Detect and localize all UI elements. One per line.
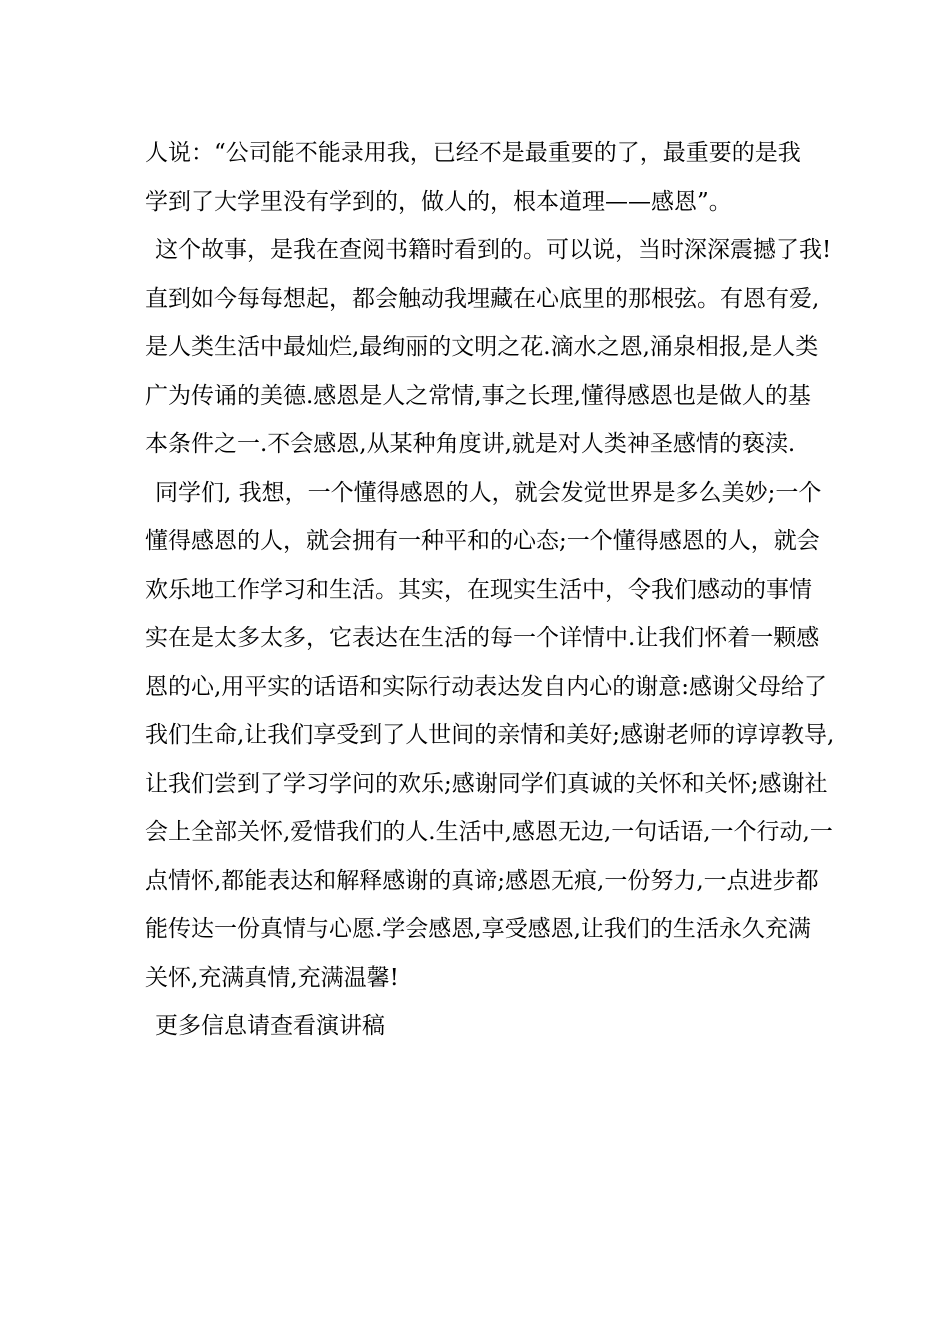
paragraph-start-line: 同学们, 我想，一个懂得感恩的人，就会发觉世界是多么美妙;一个 <box>155 479 822 506</box>
more-info-line: 更多信息请查看演讲稿 <box>155 1013 385 1039</box>
text-line: 人说：“公司能不能录用我，已经不是最重要的了，最重要的是我 <box>145 140 801 166</box>
text-line: 直到如今每每想起，都会触动我埋藏在心底里的那根弦。有恩有爱, <box>145 285 820 312</box>
text-line: 是人类生活中最灿烂,最绚丽的文明之花.滴水之恩,涌泉相报,是人类 <box>145 334 819 360</box>
text-line: 会上全部关怀,爱惜我们的人.生活中,感恩无边,一句话语,一个行动,一 <box>145 819 833 845</box>
text-line: 恩的心,用平实的话语和实际行动表达发自内心的谢意:感谢父母给了 <box>145 673 828 700</box>
text-line: 学到了大学里没有学到的，做人的，根本道理——感恩”。 <box>145 188 732 215</box>
text-line: 点情怀,都能表达和解释感谢的真谛;感恩无痕,一份努力,一点进步都 <box>145 867 819 894</box>
text-line: 本条件之一.不会感恩,从某种角度讲,就是对人类神圣感情的亵渎. <box>145 431 796 457</box>
text-line: 让我们尝到了学习学问的欢乐;感谢同学们真诚的关怀和关怀;感谢社 <box>145 770 828 797</box>
text-line: 广为传诵的美德.感恩是人之常情,事之长理,懂得感恩也是做人的基 <box>145 382 811 409</box>
text-line: 懂得感恩的人，就会拥有一种平和的心态;一个懂得感恩的人，就会 <box>145 528 820 554</box>
text-line: 关怀,充满真情,充满温馨! <box>145 964 399 991</box>
text-line: 我们生命,让我们享受到了人世间的亲情和美好;感谢老师的谆谆教导, <box>145 722 835 748</box>
text-line: 欢乐地工作学习和生活。其实，在现实生活中，令我们感动的事情 <box>145 576 812 603</box>
text-line: 能传达一份真情与心愿.学会感恩,享受感恩,让我们的生活永久充满 <box>145 916 811 942</box>
text-line: 实在是太多太多，它表达在生活的每一个详情中.让我们怀着一颗感 <box>145 625 820 651</box>
paragraph-start-line: 这个故事，是我在查阅书籍时看到的。可以说，当时深深震撼了我! <box>155 237 832 263</box>
body-text <box>145 129 835 1051</box>
